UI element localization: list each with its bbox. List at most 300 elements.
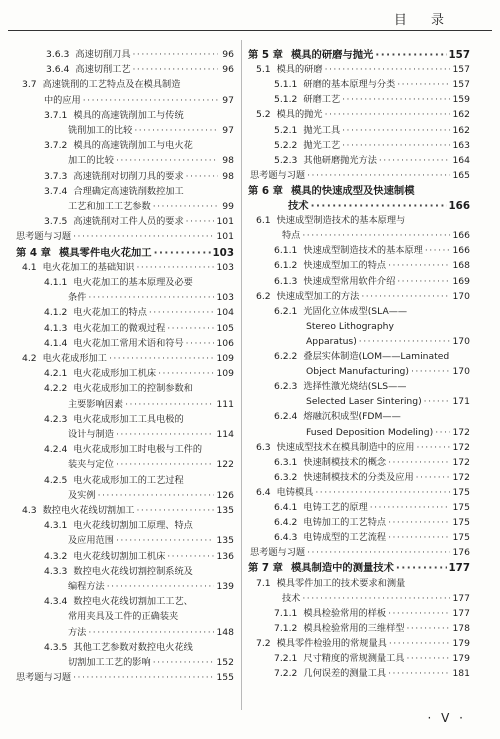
entry-page: 170 [452, 366, 470, 378]
entry-page: 172 [452, 426, 470, 438]
toc-entry [248, 108, 470, 122]
toc-entry [6, 398, 234, 412]
toc-entry [6, 595, 234, 609]
toc-entry [6, 63, 234, 77]
entry-page: 166 [452, 230, 470, 242]
entry-title: 电火花成形加工的控制参数和 [73, 383, 193, 395]
toc-entry [6, 276, 234, 290]
leader-dots [134, 124, 218, 138]
toc-entry [248, 652, 470, 666]
entry-page: 179 [452, 637, 470, 649]
entry-title: 高速铣削对工件人员的要求 [73, 216, 184, 228]
toc-entry [248, 335, 470, 349]
leader-dots [425, 244, 451, 258]
entry-number: 5.1.2 [274, 94, 298, 106]
entry-page: 109 [216, 353, 234, 364]
entry-number: 6.1.1 [274, 245, 298, 257]
entry-title: 模具制造中的测量技术 [290, 562, 394, 575]
entry-title: 熔融沉积成型(FDM—— [303, 411, 401, 423]
entry-number: 第 4 章 [16, 246, 51, 259]
leader-dots [158, 367, 214, 381]
toc-entry [248, 637, 470, 651]
toc-entry [6, 200, 234, 214]
entry-title: 铣削加工的比较 [68, 125, 133, 136]
leader-dots [149, 306, 215, 320]
entry-title: 模具的研磨与抛光 [290, 49, 374, 61]
toc-entry [248, 154, 470, 168]
toc-entry [248, 395, 470, 409]
toc-entry [248, 577, 470, 591]
entry-page: 166 [452, 245, 470, 257]
entry-page: 175 [452, 517, 470, 529]
leader-dots [153, 656, 215, 670]
entry-number: 6.4.2 [274, 517, 298, 529]
entry-number: 4.2.1 [44, 368, 68, 380]
toc-entry [6, 306, 234, 320]
entry-title: Apparatus) [306, 335, 357, 347]
leader-dots [137, 261, 215, 275]
entry-page: 101 [216, 231, 234, 243]
entry-title: 电火花成形加工 [42, 353, 107, 364]
entry-title: 研磨工艺 [303, 94, 341, 106]
toc-entry [6, 48, 234, 62]
toc-entry [6, 154, 234, 168]
entry-page: 179 [452, 653, 470, 664]
entry-title: Selected Laser Sintering) [306, 396, 422, 408]
toc-entry [6, 534, 234, 548]
entry-title: 抛光工艺 [303, 139, 341, 151]
leader-dots [388, 516, 450, 530]
toc-entry [6, 626, 234, 640]
entry-page: 135 [216, 535, 234, 547]
toc-entry [6, 610, 234, 624]
entry-number: 4.3.5 [44, 641, 68, 653]
entry-page: 155 [216, 672, 234, 684]
leader-dots [167, 322, 214, 336]
entry-page: 175 [452, 532, 470, 544]
leader-dots [154, 246, 211, 260]
toc-entry [248, 169, 470, 183]
entry-title: 思考题与习题 [250, 547, 306, 559]
leader-dots [388, 456, 450, 470]
leader-dots [406, 622, 450, 636]
entry-title: 方法 [68, 626, 87, 638]
entry-title: 电火花线切割加工原理、特点 [73, 520, 193, 532]
leader-dots [370, 501, 451, 515]
entry-number: 7.1.1 [274, 607, 298, 619]
entry-title: 其他工艺参数对数控电火花线 [73, 641, 193, 653]
leader-dots [435, 426, 450, 440]
toc-entry [6, 565, 234, 579]
entry-title: 电火花成形加工时电极与工件的 [73, 444, 203, 456]
entry-title: 装夹与定位 [68, 459, 114, 471]
leader-dots [406, 652, 450, 666]
entry-page: 157 [452, 79, 470, 91]
entry-title: 快速成型制造技术的基本原理与 [276, 215, 406, 227]
entry-page: 106 [216, 337, 234, 349]
entry-number: 6.4 [256, 486, 271, 498]
entry-title: 及应用范围 [68, 535, 114, 547]
entry-title: 设计与制造 [68, 429, 114, 440]
toc-entry [6, 109, 234, 123]
entry-page: 136 [216, 550, 234, 562]
toc-entry [248, 124, 470, 138]
entry-number: 第 6 章 [248, 184, 283, 197]
entry-page: 172 [452, 456, 470, 468]
leader-dots [416, 471, 451, 485]
entry-page: 97 [222, 94, 234, 106]
entry-title: 电铸模具 [276, 486, 314, 498]
entry-number: 第 7 章 [248, 562, 283, 575]
entry-number: 6.1 [256, 215, 271, 227]
entry-page: 99 [222, 201, 234, 212]
toc-entry [248, 501, 470, 515]
chapter-entry [248, 48, 470, 62]
entry-title: 技术 [282, 592, 301, 604]
entry-title: 合理确定高速铣削数控加工 [73, 185, 184, 197]
entry-number: 5.1 [256, 64, 271, 76]
entry-page: 172 [452, 471, 470, 483]
header-rule [8, 30, 492, 31]
toc-entry [6, 139, 234, 153]
leader-dots [411, 365, 450, 379]
entry-title: 模具的快速成型及快速制模 [290, 184, 415, 197]
entry-page: 165 [452, 169, 470, 181]
entry-page: 170 [452, 335, 470, 347]
entry-page: 96 [222, 49, 234, 60]
entry-page: 171 [452, 396, 470, 408]
entry-number: 7.2.2 [274, 668, 298, 680]
toc-entry [6, 185, 234, 199]
leader-dots [315, 486, 450, 500]
entry-title: 高速切削工艺 [75, 64, 131, 76]
entry-number: 4.1.4 [44, 337, 68, 349]
leader-dots [424, 395, 451, 409]
entry-number: 6.4.3 [274, 532, 298, 544]
entry-number: 6.2 [256, 290, 271, 302]
entry-title: 抛光工具 [303, 124, 341, 136]
entry-number: 3.7.2 [44, 140, 68, 152]
entry-page: 114 [216, 429, 234, 440]
entry-number: 4.2 [22, 353, 37, 364]
entry-title: 模具的高速铣削加工与传统 [73, 109, 184, 121]
entry-number: 6.2.2 [274, 351, 298, 362]
toc-entry [6, 474, 234, 488]
toc-entry [6, 78, 234, 92]
entry-page: 176 [452, 547, 470, 559]
leader-dots [325, 63, 451, 77]
chapter-entry [248, 184, 470, 198]
toc-entry [248, 607, 470, 621]
leader-dots [397, 275, 450, 289]
toc-entry [248, 275, 470, 289]
entry-number: 4.3 [22, 505, 37, 516]
entry-page: 152 [216, 657, 234, 668]
leader-dots [83, 94, 218, 108]
leader-dots [397, 78, 450, 92]
toc-entry [248, 259, 470, 273]
entry-title: 其他研磨抛光方法 [303, 154, 377, 166]
entry-number: 4.1.1 [44, 277, 68, 288]
leader-dots [375, 48, 446, 62]
entry-title: 叠层实体制造(LOM——Laminated [303, 351, 450, 362]
entry-number: 3.7.3 [44, 170, 68, 182]
entry-number: 5.2 [256, 109, 271, 121]
toc-entry [248, 426, 470, 440]
entry-page: 166 [448, 200, 470, 212]
toc-title: 目 录 [393, 13, 454, 28]
entry-number: 4.3.1 [44, 520, 68, 532]
entry-number: 4.1.3 [44, 322, 68, 334]
entry-page: 103 [212, 246, 234, 259]
entry-number: 3.7 [22, 79, 37, 91]
toc-entry [6, 656, 234, 670]
entry-title: 模具的高速铣削加工与电火花 [73, 140, 193, 152]
entry-page: 103 [216, 292, 234, 304]
leader-dots [109, 352, 215, 366]
entry-title: 思考题与习题 [16, 672, 72, 684]
leader-dots [186, 337, 215, 351]
entry-title: 思考题与习题 [16, 231, 72, 243]
toc-entry [248, 320, 470, 334]
entry-page: 175 [452, 486, 470, 498]
toc-entry [248, 531, 470, 545]
entry-title: 数控电火花线切割加工工艺、 [73, 596, 193, 608]
toc-entry [248, 471, 470, 485]
toc-entry [248, 592, 470, 606]
toc-entry [6, 458, 234, 472]
toc-entry [6, 230, 234, 244]
leader-dots [133, 48, 218, 62]
toc-entry [248, 441, 470, 455]
entry-title: 特点 [282, 230, 301, 242]
entry-title: 快速成型制造技术的基本原理 [303, 245, 423, 257]
toc-entry [248, 380, 470, 394]
leader-dots [302, 592, 450, 606]
chapter-entry [248, 199, 470, 213]
entry-title: 思考题与习题 [250, 169, 306, 181]
leader-dots [396, 561, 447, 575]
column-divider [241, 40, 242, 710]
toc-entry [6, 215, 234, 229]
chapter-entry [248, 561, 470, 575]
entry-number: 6.2.4 [274, 411, 298, 423]
entry-title: 编程方法 [68, 581, 105, 592]
toc-entry [6, 413, 234, 427]
entry-page: 98 [222, 155, 234, 167]
entry-page: 157 [452, 64, 470, 76]
entry-number: 第 5 章 [248, 49, 283, 61]
toc-entry [248, 456, 470, 470]
entry-title: 电火花加工的基础知识 [42, 261, 135, 273]
entry-page: 177 [448, 562, 470, 575]
entry-page: 162 [452, 124, 470, 136]
leader-dots [73, 230, 214, 244]
leader-dots [388, 607, 450, 621]
toc-entry [248, 410, 470, 424]
leader-dots [98, 489, 215, 503]
toc-entry [248, 365, 470, 379]
leader-dots [116, 428, 215, 442]
leader-dots [388, 667, 450, 681]
entry-title: 选择性激光烧结(SLS—— [303, 381, 407, 393]
entry-page: 157 [448, 49, 470, 61]
leader-dots [307, 169, 450, 183]
leader-dots [379, 154, 451, 168]
entry-title: 条件 [68, 292, 87, 304]
toc-entry [6, 170, 234, 184]
entry-title: 电铸加工的工艺特点 [303, 517, 387, 529]
leader-dots [311, 199, 447, 213]
leader-dots [73, 671, 214, 685]
entry-number: 7.2 [256, 637, 271, 649]
toc-entry [248, 546, 470, 560]
entry-number: 4.2.2 [44, 383, 68, 395]
entry-number: 4.2.5 [44, 474, 68, 486]
entry-page: 96 [222, 64, 234, 76]
entry-page: 168 [452, 260, 470, 272]
entry-title: 电火花成形加工工具电极的 [73, 413, 184, 425]
leader-dots [359, 335, 451, 349]
entry-page: 103 [216, 261, 234, 273]
toc-entry [248, 305, 470, 319]
entry-number: 5.2.1 [274, 124, 298, 136]
leader-dots [107, 580, 215, 594]
entry-number: 3.7.4 [44, 185, 68, 197]
toc-entry [248, 93, 470, 107]
toc-entry [6, 580, 234, 594]
entry-number: 4.3.3 [44, 565, 68, 577]
leader-dots [388, 259, 450, 273]
toc-entry [6, 291, 234, 305]
entry-page: 177 [452, 592, 470, 604]
entry-number: 4.2.4 [44, 444, 68, 456]
entry-title: 模具检验常用的样板 [303, 607, 387, 619]
toc-entry [248, 244, 470, 258]
entry-title: 快速制模技术的分类及应用 [303, 471, 414, 483]
entry-title: 电火花成形加工机床 [73, 368, 157, 380]
entry-page: 162 [452, 109, 470, 121]
entry-title: 电火花线切割加工机床 [73, 550, 166, 562]
toc-entry [248, 622, 470, 636]
entry-title: 中的应用 [44, 94, 81, 106]
entry-title: Fused Deposition Modeling) [306, 426, 434, 438]
entry-number: 4.2.3 [44, 413, 68, 425]
entry-title: 及实例 [68, 489, 96, 501]
toc-entry [6, 352, 234, 366]
leader-dots [88, 291, 214, 305]
entry-number: 7.2.1 [274, 653, 298, 664]
page-header [0, 0, 500, 32]
entry-title: 高速切削刀具 [75, 49, 131, 60]
entry-number: 6.2.3 [274, 381, 298, 393]
entry-page: 163 [452, 139, 470, 151]
leader-dots [307, 546, 450, 560]
toc-entry [6, 382, 234, 396]
entry-title: 电火花加工常用术语和符号 [73, 337, 184, 349]
entry-title: 快速成型加工的特点 [303, 260, 387, 272]
entry-title: 快速成型技术在模具制造中的应用 [276, 441, 415, 453]
entry-page: 139 [216, 581, 234, 592]
entry-number: 6.2.1 [274, 305, 298, 317]
toc-entry [6, 428, 234, 442]
entry-title: 电火花加工的基本原理及必要 [73, 277, 193, 288]
entry-page: 177 [452, 607, 470, 619]
toc-entry [248, 486, 470, 500]
toc-entry [6, 504, 234, 518]
page-number: · V · [427, 711, 466, 725]
leader-dots [361, 290, 450, 304]
entry-page: 98 [222, 170, 234, 182]
entry-page: 135 [216, 505, 234, 516]
entry-page: 122 [216, 459, 234, 471]
leader-dots [186, 170, 218, 184]
entry-title: 电火花加工的微观过程 [73, 322, 166, 334]
entry-number: 3.6.3 [46, 49, 70, 60]
toc-entry [6, 337, 234, 351]
entry-page: 170 [452, 290, 470, 302]
toc-entry [6, 443, 234, 457]
leader-dots [167, 550, 214, 564]
entry-page: 105 [216, 322, 234, 334]
leader-dots [388, 531, 450, 545]
entry-number: 3.7.5 [44, 216, 68, 228]
entry-number: 6.1.2 [274, 260, 298, 272]
entry-title: 电铸工艺的原理 [303, 502, 368, 513]
toc-entry [248, 350, 470, 364]
entry-number: 5.2.3 [274, 154, 298, 166]
entry-title: 尺寸精度的常规测量工具 [303, 653, 405, 664]
entry-number: 3.7.1 [44, 109, 68, 121]
leader-dots [416, 441, 450, 455]
toc-entry [6, 489, 234, 503]
entry-page: 111 [216, 398, 234, 410]
leader-dots [302, 229, 450, 243]
leader-dots [342, 124, 450, 138]
entry-title: 几何误差的测量工具 [303, 668, 387, 680]
leader-dots [125, 398, 214, 412]
entry-title: 工艺和加工工艺参数 [68, 201, 151, 212]
entry-number: 4.3.4 [44, 596, 68, 608]
entry-number: 5.2.2 [274, 139, 298, 151]
toc-entry [248, 214, 470, 228]
entry-page: 97 [222, 125, 234, 136]
entry-title: 模具零件电火花加工 [58, 246, 152, 259]
toc-entry [248, 290, 470, 304]
entry-number: 6.1.3 [274, 275, 298, 287]
entry-title: 快速成型加工的方法 [276, 290, 360, 302]
entry-title: 主要影响因素 [68, 398, 124, 410]
entry-number: 7.1 [256, 577, 271, 589]
entry-number: 6.4.1 [274, 502, 298, 513]
entry-title: 模具零件检验用的常规量具 [276, 637, 387, 649]
toc-entry [6, 641, 234, 655]
leader-dots [137, 504, 215, 518]
toc-entry [248, 516, 470, 530]
leader-dots [389, 637, 451, 651]
entry-title: 电铸成型的工艺流程 [303, 532, 387, 544]
toc-entry [248, 78, 470, 92]
toc-entry [248, 229, 470, 243]
entry-title: 技术 [288, 200, 309, 212]
entry-page: 159 [452, 94, 470, 106]
entry-title: 快速成型常用软件介绍 [303, 275, 396, 287]
entry-title: 模具的研磨 [276, 64, 323, 76]
entry-page: 101 [216, 216, 234, 228]
leader-dots [342, 139, 450, 153]
toc-entry [6, 94, 234, 108]
entry-title: 光固化立体成型(SLA—— [303, 305, 408, 317]
